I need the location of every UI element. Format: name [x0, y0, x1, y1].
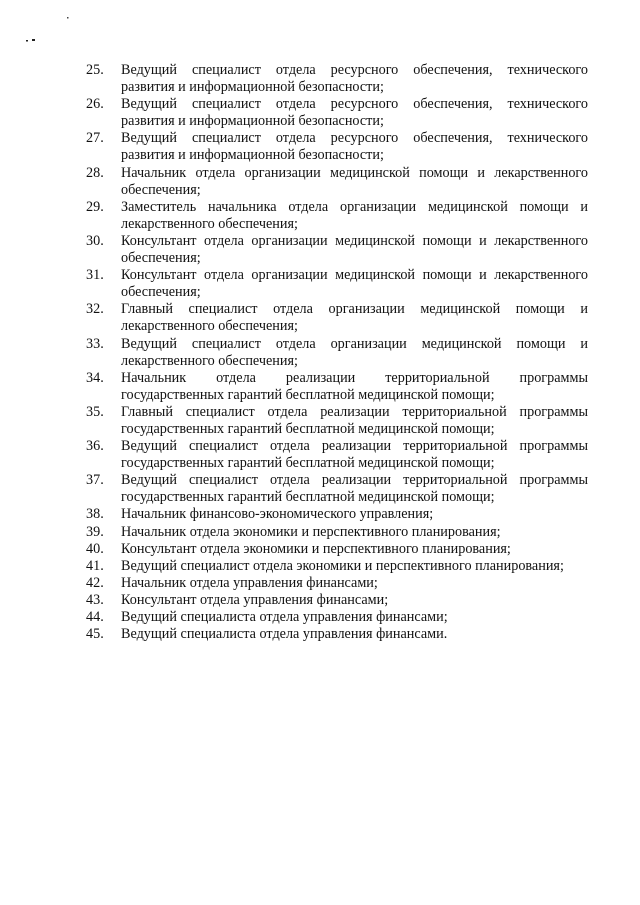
item-number: 35. — [86, 403, 104, 420]
item-number: 27. — [86, 130, 104, 147]
item-text: Начальник финансово-экономического управления; — [121, 506, 434, 523]
list-item — [86, 506, 588, 523]
list-item — [86, 199, 588, 233]
item-text: Ведущий специалиста отдела управления финансами; — [121, 609, 448, 625]
item-text: Ведущий специалист отдела реализации территориальной программы государственных гарантий бесплатной медицинской помощи; — [121, 472, 588, 506]
list-item — [86, 609, 588, 626]
item-number: 36. — [86, 438, 104, 455]
scan-specks — [0, 0, 120, 60]
item-text: Консультант отдела организации медицинской помощи и лекарственного обеспечения; — [121, 267, 588, 301]
item-text: Начальник отдела реализации территориальной программы государственных гарантий бесплатной медицинской помощи; — [121, 369, 588, 403]
list-item — [86, 592, 588, 609]
item-number: 37. — [86, 472, 104, 489]
list-item — [86, 558, 588, 575]
item-number: 44. — [86, 609, 104, 625]
item-text: Ведущий специалист отдела реализации территориальной программы государственных гарантий бесплатной медицинской помощи; — [121, 438, 588, 472]
list-item — [86, 626, 588, 643]
item-text: Главный специалист отдела организации медицинской помощи и лекарственного обеспечения; — [121, 301, 588, 335]
item-text: Начальник отдела управления финансами; — [121, 574, 378, 591]
list-item — [86, 301, 588, 335]
item-number: 45. — [86, 626, 104, 643]
item-text: Начальник отдела экономики и перспективного планирования; — [121, 523, 501, 540]
item-text: Ведущий специалиста отдела управления финансами. — [121, 626, 448, 643]
list-item — [86, 96, 588, 130]
item-text: Консультант отдела организации медицинской помощи и лекарственного обеспечения; — [121, 232, 588, 267]
list-item — [86, 233, 588, 267]
item-text: Ведущий специалист отдела ресурсного обеспечения, технического развития и информационной безопасности; — [121, 96, 588, 130]
list-item — [86, 130, 588, 164]
list-item — [86, 541, 588, 558]
item-text: Ведущий специалист отдела организации медицинской помощи и лекарственного обеспечения; — [121, 335, 588, 369]
list-item — [86, 267, 588, 301]
item-number: 29. — [86, 198, 104, 215]
item-number: 39. — [86, 523, 104, 540]
list-item — [86, 370, 588, 404]
item-number: 41. — [86, 557, 104, 574]
item-number: 42. — [86, 574, 104, 591]
list-item — [86, 404, 588, 438]
item-text: Главный специалист отдела реализации территориальной программы государственных гарантий бесплатной медицинской помощи; — [121, 403, 588, 437]
item-number: 25. — [86, 62, 104, 78]
item-number: 28. — [86, 164, 104, 181]
item-text: Ведущий специалист отдела ресурсного обеспечения, технического развития и информационной безопасности; — [121, 130, 588, 164]
item-number: 32. — [86, 301, 104, 318]
item-number: 43. — [86, 591, 104, 608]
item-text: Консультант отдела экономики и перспективного планирования; — [121, 540, 511, 557]
item-number: 34. — [86, 369, 104, 386]
list-item — [86, 472, 588, 506]
item-text: Ведущий специалист отдела экономики и перспективного планирования; — [121, 557, 564, 574]
item-text: Ведущий специалист отдела ресурсного обеспечения, технического развития и информационной безопасности; — [121, 62, 588, 96]
item-number: 26. — [86, 96, 104, 113]
item-number: 31. — [86, 267, 104, 284]
list-item — [86, 62, 588, 96]
list-item — [86, 336, 588, 370]
item-number: 30. — [86, 232, 104, 249]
item-text: Заместитель начальника отдела организации медицинской помощи и лекарственного обеспечения; — [121, 198, 588, 232]
item-number: 40. — [86, 540, 104, 557]
position-list — [86, 62, 588, 643]
item-text: Консультант отдела управления финансами; — [121, 591, 389, 608]
list-item — [86, 524, 588, 541]
list-item — [86, 165, 588, 199]
item-number: 38. — [86, 506, 104, 523]
list-item — [86, 575, 588, 592]
list-item — [86, 438, 588, 472]
item-number: 33. — [86, 335, 104, 352]
item-text: Начальник отдела организации медицинской помощи и лекарственного обеспечения; — [121, 164, 588, 198]
